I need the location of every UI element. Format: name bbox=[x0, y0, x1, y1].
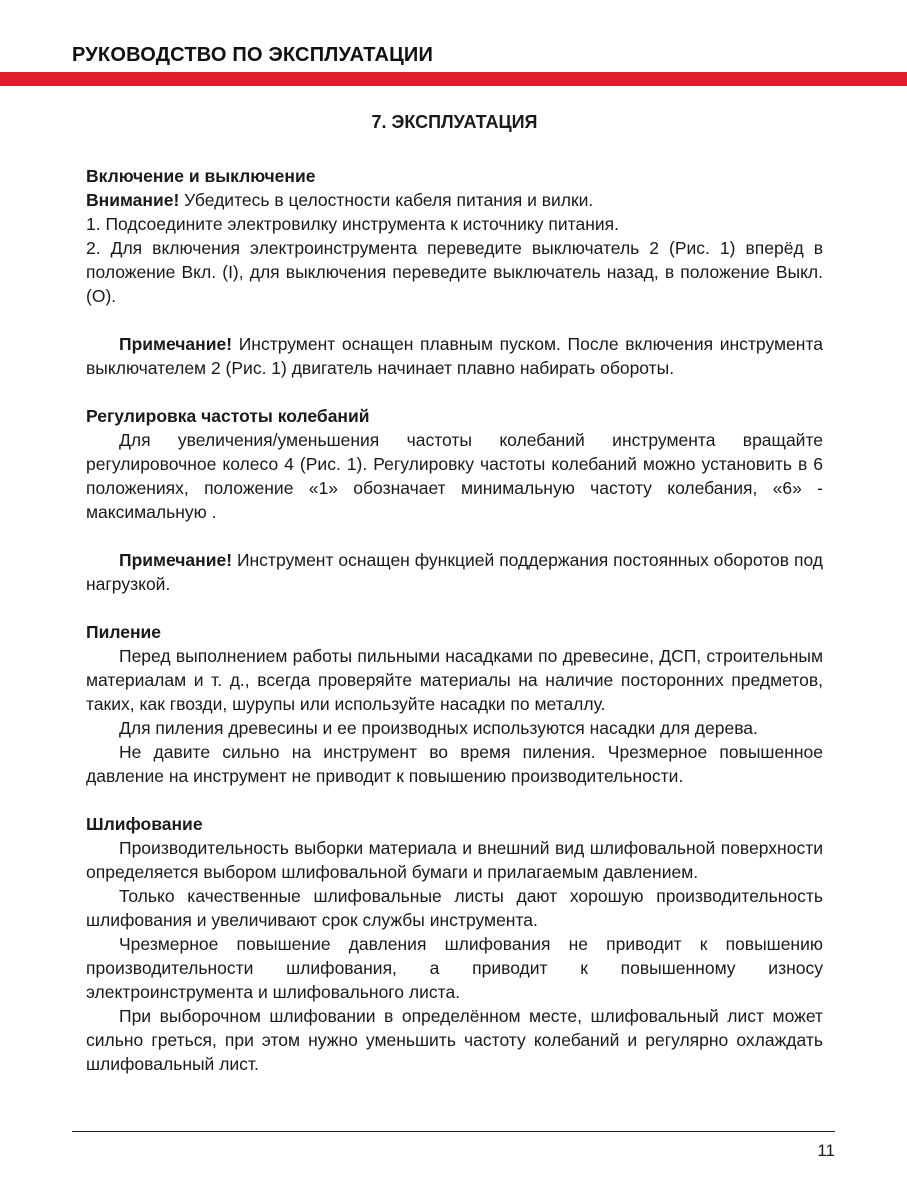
note-paragraph-onoff bbox=[86, 332, 823, 380]
paragraph: Перед выполнением работы пильными насадками по древесине, ДСП, строительным материалам и т. д., всегда проверяйте материалы на наличие посторонних предметов, таких, как гвозди, шурупы или используйте насадки по металлу. bbox=[86, 646, 823, 714]
attention-label: Внимание! bbox=[86, 190, 180, 210]
paragraph: Для пиления древесины и ее производных используются насадки для дерева. bbox=[119, 718, 758, 738]
paragraph: Чрезмерное повышение давления шлифования не приводит к повышению производительности шлифования, а приводит к повышенному износу электроинструмента и шлифовального листа. bbox=[86, 934, 823, 1002]
attention-text: Убедитесь в целостности кабеля питания и вилки. bbox=[179, 190, 594, 210]
page-content bbox=[86, 106, 823, 1076]
section-onoff bbox=[86, 164, 823, 380]
section-frequency bbox=[86, 404, 823, 596]
section-title-grinding: Шлифование bbox=[86, 814, 203, 834]
footer-rule bbox=[72, 1131, 835, 1132]
page-number: 11 bbox=[817, 1141, 835, 1160]
paragraph: Производительность выборки материала и внешний вид шлифовальной поверхности определяется выбором шлифовальной бумаги и прилагаемым давлением. bbox=[86, 838, 823, 882]
section-title-frequency: Регулировка частоты колебаний bbox=[86, 406, 370, 426]
section-grinding bbox=[86, 812, 823, 1076]
paragraph: Не давите сильно на инструмент во время пиления. Чрезмерное повышенное давление на инструмент не приводит к повышению производительности. bbox=[86, 742, 823, 786]
chapter-title: 7. ЭКСПЛУАТАЦИЯ bbox=[371, 112, 538, 132]
note-text: Инструмент оснащен плавным пуском. После включения инструмента выключателем 2 (Рис. 1) двигатель начинает плавно набирать обороты. bbox=[86, 334, 823, 378]
note-label: Примечание! bbox=[119, 550, 233, 570]
section-title-onoff: Включение и выключение bbox=[86, 166, 316, 186]
list-item-2: 2. Для включения электроинструмента переведите выключатель 2 (Рис. 1) вперёд в положение Вкл. (I), для выключения переведите выключатель назад, в положение Выкл. (O). bbox=[86, 238, 823, 306]
note-label: Примечание! bbox=[119, 334, 233, 354]
running-header-title: РУКОВОДСТВО ПО ЭКСПЛУАТАЦИИ bbox=[72, 44, 434, 66]
section-sawing bbox=[86, 620, 823, 788]
paragraph: Только качественные шлифовальные листы дают хорошую производительность шлифования и увеличивают срок службы инструмента. bbox=[86, 886, 823, 930]
section-title-sawing: Пиление bbox=[86, 622, 162, 642]
note-text: Инструмент оснащен функцией поддержания постоянных оборотов под нагрузкой. bbox=[86, 550, 823, 594]
attention-paragraph bbox=[86, 188, 823, 212]
paragraph: Для увеличения/уменьшения частоты колебаний инструмента вращайте регулировочное колесо 4 (Рис. 1). Регулировку частоты колебаний можно установить в 6 положениях, положение «1» обозначает минимальную частоту колебания, «6» - максимальную . bbox=[86, 430, 823, 522]
note-paragraph-frequency bbox=[86, 548, 823, 596]
paragraph: При выборочном шлифовании в определённом месте, шлифовальный лист может сильно греться, при этом нужно уменьшить частоту колебаний и регулярно охлаждать шлифовальный лист. bbox=[86, 1006, 823, 1074]
list-item-1: 1. Подсоедините электровилку инструмента к источнику питания. bbox=[86, 214, 619, 234]
header-red-bar bbox=[0, 72, 907, 86]
